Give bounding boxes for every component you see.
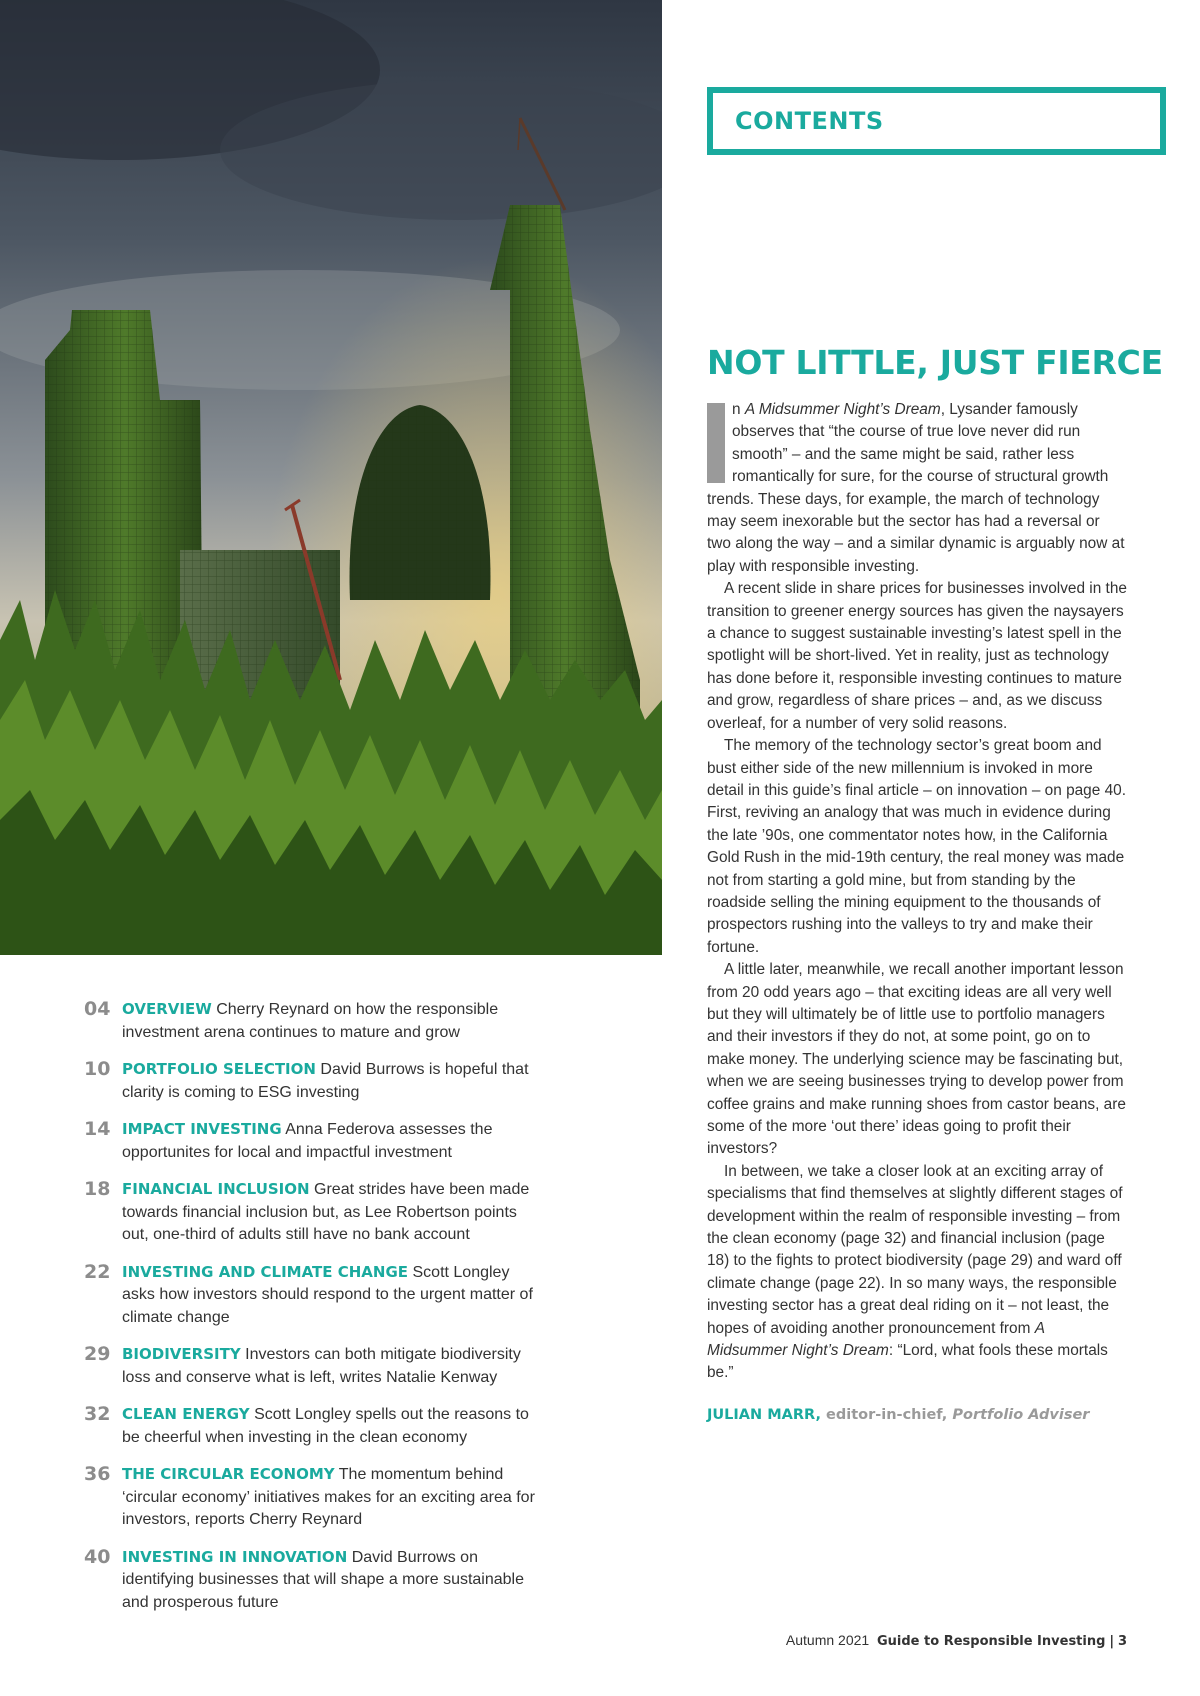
author-role: editor-in-chief,	[820, 1406, 953, 1423]
article-title: NOT LITTLE, JUST FIERCE	[707, 343, 1163, 382]
toc-description	[122, 1261, 542, 1330]
toc-heading: THE CIRCULAR ECONOMY	[122, 1465, 335, 1483]
toc-description	[122, 1463, 542, 1532]
toc-description	[122, 1058, 542, 1104]
toc-page-number: 36	[84, 1463, 111, 1485]
table-of-contents	[84, 998, 644, 1628]
page-number: 3	[1117, 1634, 1127, 1649]
article-paragraph: n A Midsummer Night’s Dream, Lysander famously observes that “the course of true love never did run smooth” – and the same might be said, rather less romantically for sure, for the course of structural growth trends. These days, for example, the march of technology may seem inexorable but the sector has had a reversal or two along the way – and a similar dynamic is arguably now at play with responsible investing.	[707, 401, 1125, 575]
toc-summary: David Burrows on identifying businesses that will shape a more sustainable and prosperous future	[122, 1548, 525, 1611]
play-title: A Midsummer Night’s Dream	[744, 401, 941, 418]
toc-summary: Great strides have been made towards financial inclusion but, as Lee Robertson points out, one-third of adults still have no bank account	[122, 1181, 530, 1243]
toc-heading: INVESTING AND CLIMATE CHANGE	[122, 1262, 409, 1281]
toc-heading: FINANCIAL INCLUSION	[122, 1180, 310, 1198]
toc-entry-impact-investing[interactable]	[84, 1118, 644, 1164]
toc-heading: CLEAN ENERGY	[122, 1405, 250, 1423]
toc-page-number: 40	[84, 1545, 111, 1568]
toc-entry-portfolio-selection[interactable]	[84, 1058, 644, 1104]
toc-summary: Anna Federova assesses the opportunites for local and impactful investment	[122, 1121, 493, 1161]
author-name: JULIAN MARR,	[707, 1406, 821, 1423]
toc-description	[122, 1118, 542, 1164]
toc-description	[122, 998, 542, 1044]
toc-description	[122, 1343, 542, 1389]
toc-summary: David Burrows is hopeful that clarity is coming to ESG investing	[122, 1061, 529, 1101]
drop-cap-bar	[707, 403, 725, 483]
toc-page-number: 04	[84, 998, 111, 1020]
toc-entry-financial-inclusion[interactable]	[84, 1178, 644, 1247]
toc-page-number: 14	[84, 1118, 111, 1140]
toc-page-number: 10	[84, 1058, 111, 1080]
toc-heading: BIODIVERSITY	[122, 1345, 241, 1363]
toc-heading: IMPACT INVESTING	[122, 1120, 282, 1138]
toc-heading: PORTFOLIO SELECTION	[122, 1060, 316, 1078]
toc-entry-clean-energy[interactable]	[84, 1403, 644, 1449]
toc-entry-innovation[interactable]	[84, 1546, 644, 1615]
toc-page-number: 22	[84, 1260, 111, 1283]
toc-page-number: 18	[84, 1178, 111, 1200]
editorial-article	[707, 343, 1163, 1423]
hero-image	[0, 0, 662, 955]
publication-name: Portfolio Adviser	[952, 1406, 1090, 1423]
toc-description	[122, 1546, 542, 1615]
toc-page-number: 32	[84, 1403, 111, 1425]
author-signature	[707, 1407, 1127, 1423]
forest-city-illustration	[0, 0, 662, 955]
toc-summary: The momentum behind ‘circular economy’ initiatives makes for an exciting area for investors, reports Cherry Reynard	[122, 1466, 535, 1528]
toc-summary: Cherry Reynard on how the responsible investment arena continues to mature and grow	[122, 1001, 499, 1041]
toc-heading: OVERVIEW	[122, 1000, 212, 1018]
toc-entry-circular-economy[interactable]	[84, 1463, 644, 1532]
play-title: A Midsummer Night’s Dream	[707, 1319, 1045, 1360]
footer-separator: |	[1109, 1634, 1115, 1649]
footer-season: Autumn 2021	[785, 1632, 870, 1648]
toc-summary: Scott Longley asks how investors should respond to the urgent matter of climate change	[122, 1263, 533, 1326]
article-paragraph: The memory of the technology sector’s great boom and bust either side of the new millennium is invoked in more detail in this guide’s final article – on innovation – on page 40. First, reviving an analogy that was much in evidence during the late ’90s, one commentator notes how, in the California Gold Rush in the mid-19th century, the real money was made not from starting a gold mine, but from standing by the roadside selling the mining equipment to the thousands of prospectors rushing into the valleys to try and make their fortune.	[707, 737, 1126, 956]
toc-entry-biodiversity[interactable]	[84, 1343, 644, 1389]
contents-title: CONTENTS	[735, 107, 884, 135]
toc-heading: INVESTING IN INNOVATION	[122, 1547, 348, 1566]
toc-page-number: 29	[84, 1343, 111, 1365]
article-paragraph: A little later, meanwhile, we recall another important lesson from 20 odd years ago – that exciting ideas are all very well but they will ultimately be of little use to portfolio managers and their investors if they do not, at some point, go on to make money. The underlying science may be fascinating but, when we are seeing businesses trying to develop power from coffee grains and make running shoes from castor beans, are some of the more ‘out there’ ideas going to profit their investors?	[707, 961, 1126, 1158]
toc-entry-overview[interactable]	[84, 998, 644, 1044]
contents-header-box	[707, 87, 1166, 155]
toc-summary: Scott Longley spells out the reasons to be cheerful when investing in the clean economy	[122, 1406, 529, 1446]
page-footer	[786, 1632, 1127, 1649]
toc-description	[122, 1178, 542, 1247]
toc-description	[122, 1403, 542, 1449]
footer-publication: Guide to Responsible Investing	[877, 1634, 1106, 1649]
toc-summary: Investors can both mitigate biodiversity loss and conserve what is left, writes Natalie Kenway	[122, 1346, 521, 1386]
article-body	[707, 399, 1127, 1385]
toc-entry-climate-change[interactable]	[84, 1261, 644, 1330]
article-paragraph: A recent slide in share prices for businesses involved in the transition to greener energy sources has given the naysayers a chance to suggest sustainable investing’s latest spell in the spotlight will be short-lived. Yet in reality, just as technology has done before it, responsible investing continues to mature and grow, regardless of share prices – and, as we discuss overleaf, for a number of very solid reasons.	[707, 580, 1127, 732]
article-paragraph: In between, we take a closer look at an exciting array of specialisms that find themselves at slightly different stages of development within the realm of responsible investing – from the clean economy (page 32) and financial inclusion (page 18) to the fights to protect biodiversity (page 29) and ward off climate change (page 22). In so many ways, the responsible investing sector has a great deal riding on it – not least, the hopes of avoiding another pronouncement from A Midsummer Night’s Dream: “Lord, what fools these mortals be.”	[707, 1162, 1123, 1382]
